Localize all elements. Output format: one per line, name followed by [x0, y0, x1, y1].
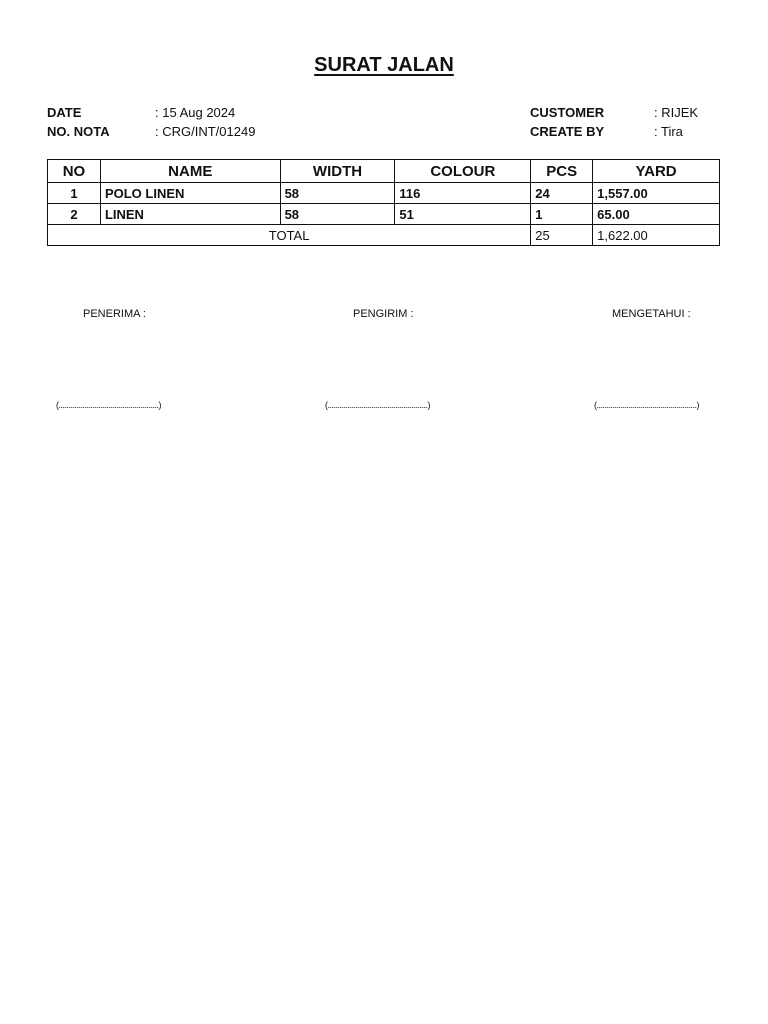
meta-label-created-by: CREATE BY: [530, 124, 605, 139]
meta-row-created-by: [530, 122, 698, 141]
signature-line-receiver: (..................................................): [56, 400, 162, 410]
cell-width: 58: [280, 183, 395, 204]
header-colour: COLOUR: [395, 160, 531, 183]
table-row: [48, 183, 720, 204]
meta-value-date: : 15 Aug 2024: [155, 105, 236, 120]
meta-value-created-by: : Tira: [654, 124, 683, 139]
header-pcs: PCS: [531, 160, 593, 183]
table-row: [48, 204, 720, 225]
signature-line-sender: (..................................................): [325, 400, 431, 410]
meta-row-nota: [47, 122, 255, 141]
signature-label-sender: PENGIRIM :: [353, 308, 414, 320]
cell-name: POLO LINEN: [100, 183, 280, 204]
document-title: [0, 54, 768, 77]
signature-label-receiver: PENERIMA :: [83, 308, 146, 320]
table-total-row: [48, 225, 720, 246]
header-name: NAME: [100, 160, 280, 183]
meta-row-date: [47, 103, 255, 122]
meta-label-date: DATE: [47, 105, 82, 120]
header-width: WIDTH: [280, 160, 395, 183]
cell-no: 2: [48, 204, 101, 225]
signature-line-acknowledger: (..................................................): [594, 400, 700, 410]
table-header-row: [48, 160, 720, 183]
cell-yard: 65.00: [593, 204, 720, 225]
meta-value-customer: : RIJEK: [654, 105, 699, 120]
cell-yard: 1,557.00: [593, 183, 720, 204]
meta-label-customer: CUSTOMER: [530, 105, 605, 120]
cell-name: LINEN: [100, 204, 280, 225]
meta-left: [47, 103, 255, 141]
cell-colour: 51: [395, 204, 531, 225]
cell-pcs: 24: [531, 183, 593, 204]
total-pcs: 25: [531, 225, 593, 246]
total-yard: 1,622.00: [593, 225, 720, 246]
cell-colour: 116: [395, 183, 531, 204]
total-label: TOTAL: [48, 225, 531, 246]
cell-no: 1: [48, 183, 101, 204]
meta-label-nota: NO. NOTA: [47, 124, 110, 139]
cell-width: 58: [280, 204, 395, 225]
items-table: [47, 159, 720, 246]
meta-value-nota: : CRG/INT/01249: [155, 124, 256, 139]
signature-label-acknowledger: MENGETAHUI :: [612, 308, 691, 320]
meta-right: [530, 103, 698, 141]
document-title-text: SURAT JALAN: [314, 54, 454, 76]
header-yard: YARD: [593, 160, 720, 183]
meta-row-customer: [530, 103, 698, 122]
header-no: NO: [48, 160, 101, 183]
cell-pcs: 1: [531, 204, 593, 225]
